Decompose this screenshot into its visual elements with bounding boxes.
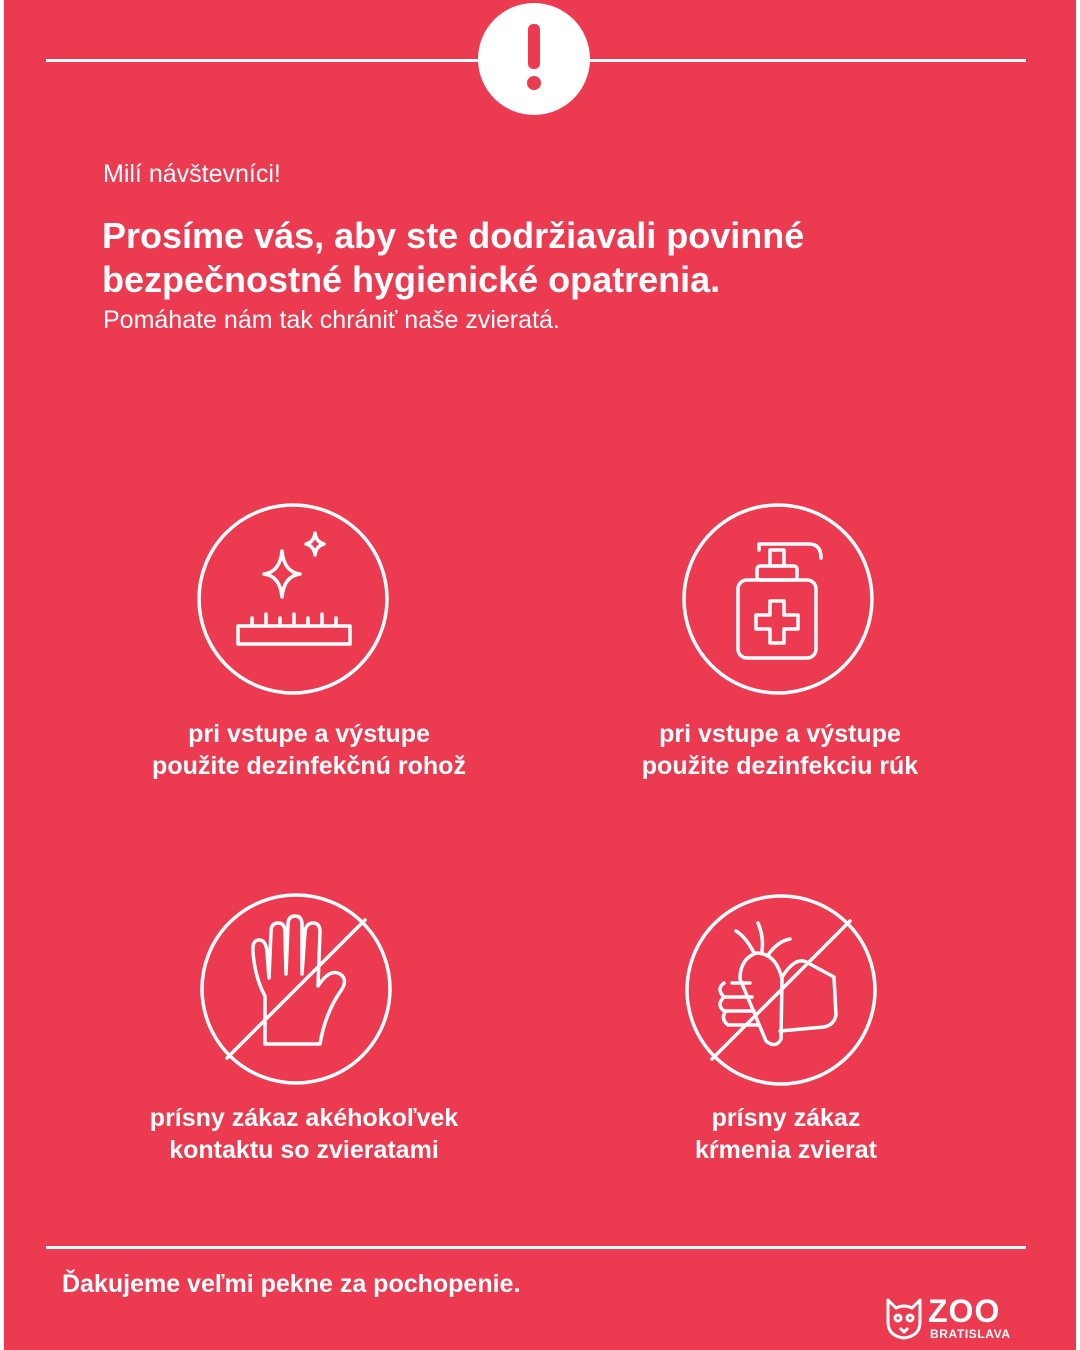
bottom-rule: [46, 1246, 1026, 1249]
headline-line: bezpečnostné hygienické opatrenia.: [102, 259, 721, 300]
caption-line: kontaktu so zvieratami: [169, 1136, 439, 1164]
measure-caption-no-feeding: [556, 1102, 1016, 1166]
headline-line: Prosíme vás, aby ste dodržiavali povinné: [102, 215, 805, 256]
no-touching-animals-icon: [199, 892, 393, 1086]
top-rule-right: [588, 59, 1026, 62]
caption-line: kŕmenia zvierat: [694, 1136, 878, 1164]
disinfection-mat-icon: [196, 502, 390, 696]
caption-line: prísny zákaz: [711, 1104, 861, 1132]
hand-sanitizer-icon: [681, 502, 875, 696]
logo-city: BRATISLAVA: [930, 1327, 1011, 1341]
hygiene-poster: [4, 0, 1076, 1350]
caption-line: pri vstupe a výstupe: [188, 720, 430, 748]
caption-line: použite dezinfekčnú rohož: [152, 752, 466, 780]
exclamation-icon: [478, 0, 590, 117]
thanks-note: Ďakujeme veľmi pekne za pochopenie.: [62, 1270, 521, 1298]
caption-line: pri vstupe a výstupe: [659, 720, 901, 748]
measure-caption-mat: [79, 718, 539, 782]
subline: Pomáhate nám tak chrániť naše zvieratá.: [103, 306, 560, 334]
measure-caption-no-touching: [74, 1102, 534, 1166]
logo-word: ZOO: [928, 1293, 1001, 1329]
top-rule-left: [46, 59, 480, 62]
headline: [102, 214, 1002, 302]
caption-line: použite dezinfekciu rúk: [641, 752, 919, 780]
caption-line: prísny zákaz akéhokoľvek: [149, 1104, 459, 1132]
measure-caption-sanitizer: [550, 718, 1010, 782]
zoo-bratislava-logo: [884, 1292, 1034, 1344]
greeting: Milí návštevníci!: [103, 160, 281, 188]
no-feeding-animals-icon: [684, 893, 878, 1087]
